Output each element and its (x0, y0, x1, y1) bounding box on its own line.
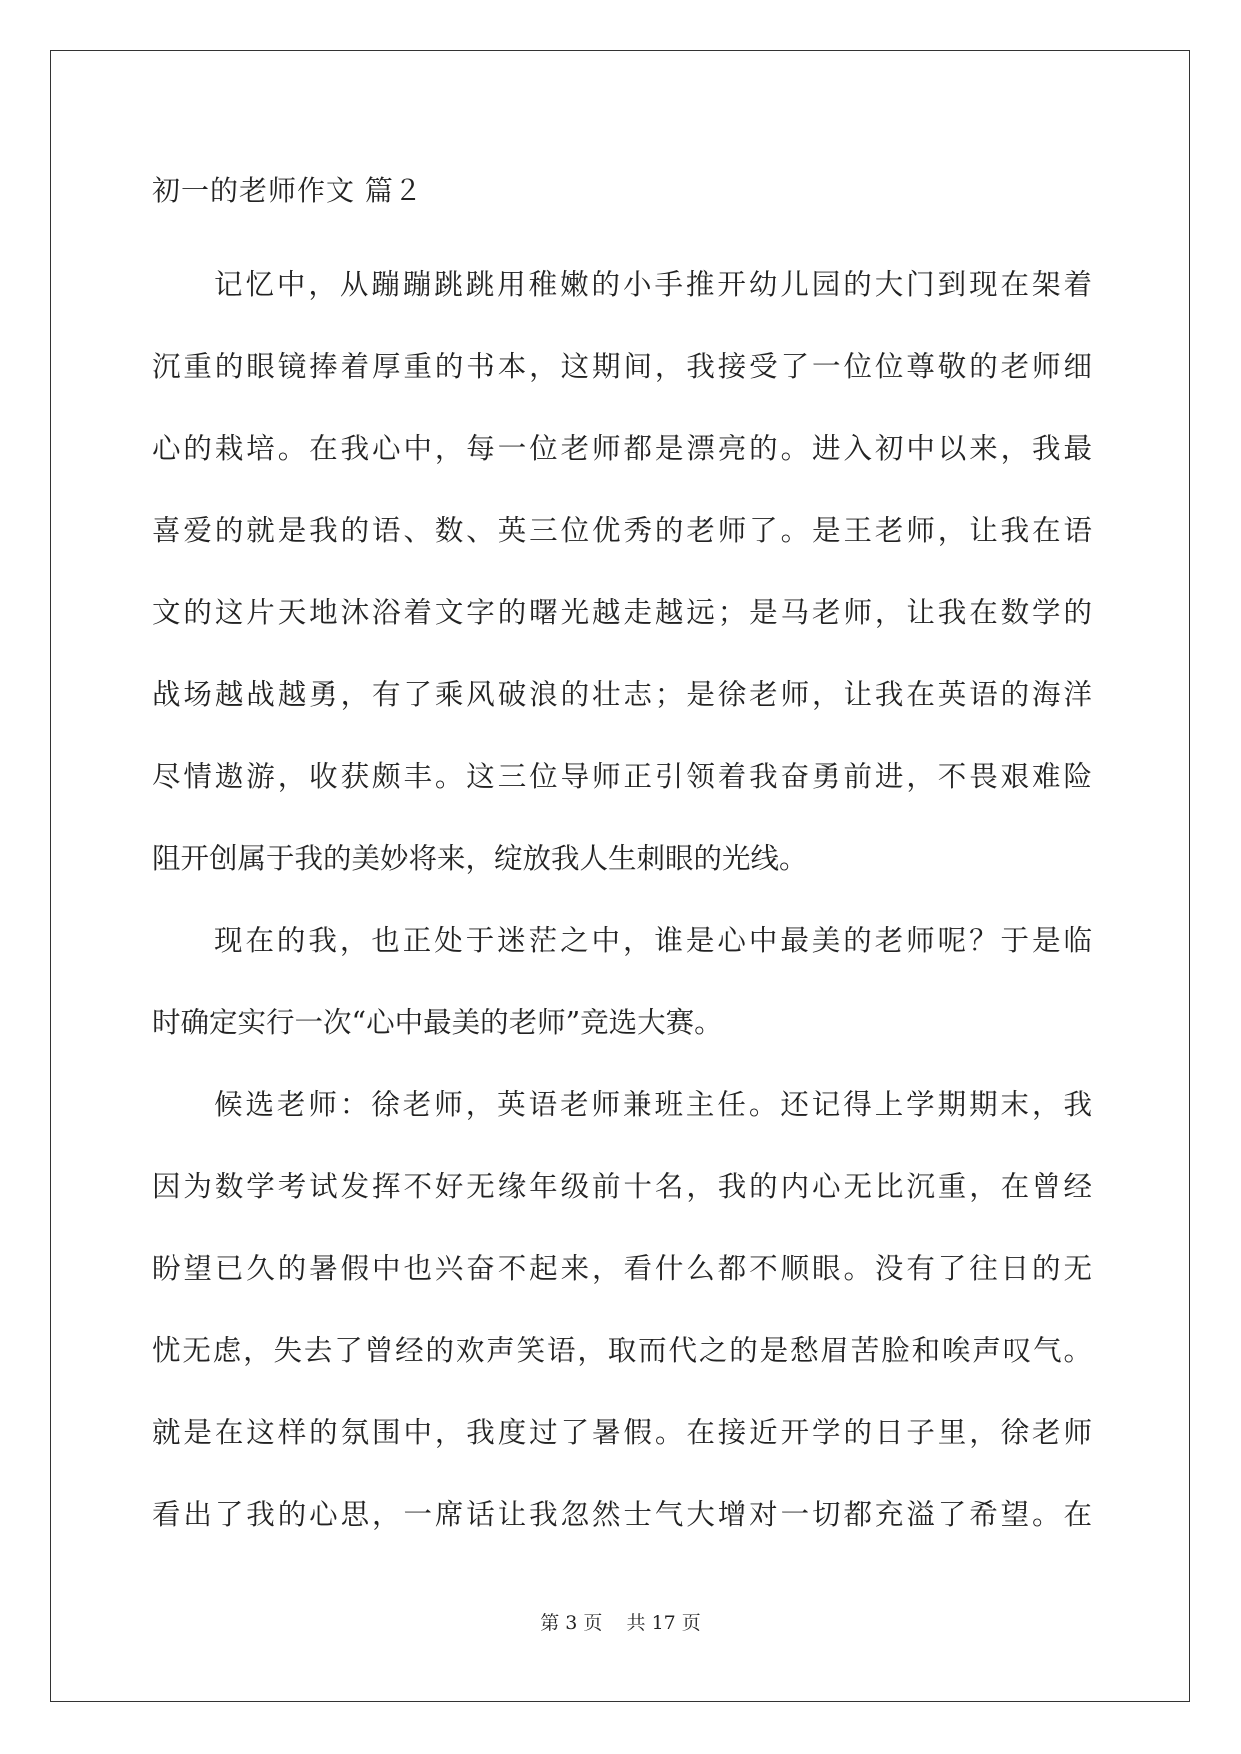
page-footer: 第 3 页 共 17 页 (540, 1612, 701, 1634)
document-body (152, 162, 1092, 1556)
paragraph-2 (152, 900, 1092, 1064)
text-line: 沉重的眼镜捧着厚重的书本，这期间，我接受了一位位尊敬的老师细 (152, 350, 1092, 383)
text-line: 时确定实行一次“心中最美的老师”竞选大赛。 (152, 1006, 723, 1039)
text-line: 喜爱的就是我的语、数、英三位优秀的老师了。是王老师，让我在语 (152, 514, 1092, 547)
paragraph-3 (152, 1064, 1092, 1556)
text-line: 就是在这样的氛围中，我度过了暑假。在接近开学的日子里，徐老师 (152, 1416, 1092, 1449)
document-title: 初一的老师作文 篇２ (152, 174, 423, 207)
text-line: 候选老师：徐老师，英语老师兼班主任。还记得上学期期末，我 (214, 1088, 1092, 1121)
text-line: 因为数学考试发挥不好无缘年级前十名，我的内心无比沉重，在曾经 (152, 1170, 1092, 1203)
text-line: 现在的我，也正处于迷茫之中，谁是心中最美的老师呢？于是临 (214, 924, 1092, 957)
text-line: 盼望已久的暑假中也兴奋不起来，看什么都不顺眼。没有了往日的无 (152, 1252, 1092, 1285)
text-line: 战场越战越勇，有了乘风破浪的壮志；是徐老师，让我在英语的海洋 (152, 678, 1092, 711)
paragraph-1 (152, 244, 1092, 900)
text-line: 看出了我的心思，一席话让我忽然士气大增对一切都充溢了希望。在 (152, 1498, 1092, 1531)
text-line: 记忆中，从蹦蹦跳跳用稚嫩的小手推开幼儿园的大门到现在架着 (214, 268, 1092, 301)
text-line: 尽情遨游，收获颇丰。这三位导师正引领着我奋勇前进，不畏艰难险 (152, 760, 1092, 793)
text-line: 心的栽培。在我心中，每一位老师都是漂亮的。进入初中以来，我最 (152, 432, 1092, 465)
text-line: 阻开创属于我的美妙将来，绽放我人生刺眼的光线。 (152, 842, 808, 875)
text-line: 文的这片天地沐浴着文字的曙光越走越远；是马老师，让我在数学的 (152, 596, 1092, 629)
text-line: 忧无虑，失去了曾经的欢声笑语，取而代之的是愁眉苦脸和唉声叹气。 (152, 1334, 1092, 1367)
